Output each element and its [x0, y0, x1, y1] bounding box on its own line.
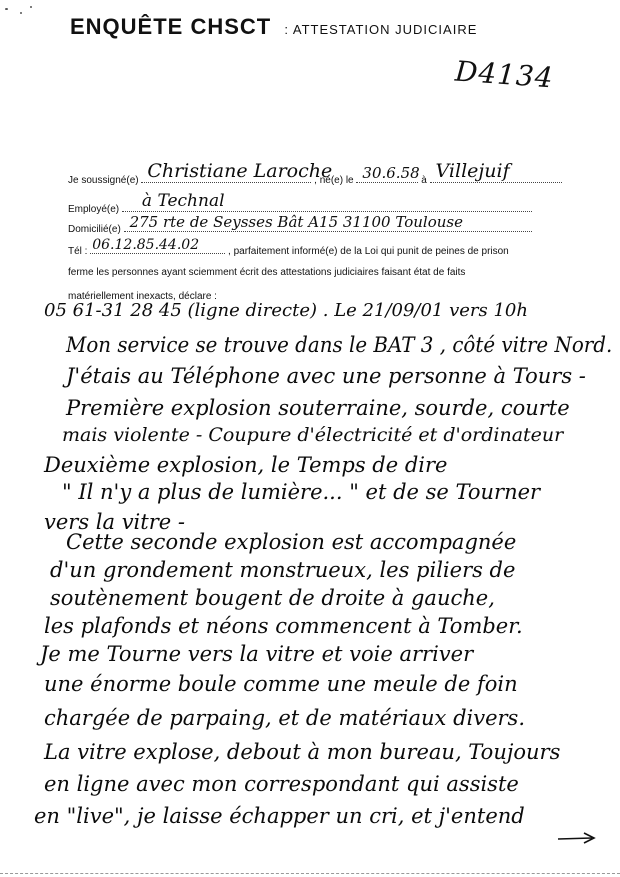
- born-value: 30.6.58: [362, 164, 420, 182]
- statement-line: en "live", je laisse échapper un cri, et j'entend: [34, 804, 525, 828]
- statement-line: " Il n'y a plus de lumière... " et de se Tourner: [62, 480, 541, 504]
- statement-line: une énorme boule comme une meule de foin: [44, 672, 518, 696]
- address-label: Domicilié(e): [68, 224, 121, 235]
- statement-line: chargée de parpaing, et de matériaux divers.: [44, 706, 526, 730]
- statement-line: en ligne avec mon correspondant qui assiste: [44, 772, 519, 796]
- scan-bottom-edge: [0, 873, 620, 874]
- born-at-label: à: [421, 175, 427, 186]
- statement-line: vers la vitre -: [44, 510, 185, 534]
- statement-line: les plafonds et néons commencent à Tomber.: [44, 614, 523, 638]
- statement-line: J'étais au Téléphone avec une personne à Tours -: [66, 364, 586, 388]
- statement-line: Deuxième explosion, le Temps de dire: [44, 453, 448, 477]
- born-label: , né(e) le: [314, 175, 354, 186]
- phone-line: [68, 237, 509, 257]
- address-value: 275 rte de Seysses Bât A15 31100 Toulouse: [129, 213, 463, 231]
- born-at-value: Villejuif: [435, 160, 510, 182]
- statement-line: d'un grondement monstrueux, les piliers de: [50, 558, 516, 582]
- legal-line-2: ferme les personnes ayant sciemment écrit des attestations judiciaires faisant état de faits: [68, 267, 466, 278]
- continue-arrow-icon: [556, 830, 598, 846]
- statement-line: Première explosion souterraine, sourde, courte: [66, 396, 570, 420]
- statement-line: La vitre explose, debout à mon bureau, Toujours: [44, 740, 561, 764]
- address-field: [124, 213, 532, 232]
- name-field: [141, 160, 333, 183]
- statement-line: mais violente - Coupure d'électricité et d'ordinateur: [62, 424, 564, 446]
- statement-line: Cette seconde explosion est accompagnée: [66, 530, 517, 554]
- legal-line-3: matériellement inexacts, déclare :: [68, 291, 217, 302]
- reference-number: D4134: [453, 54, 555, 95]
- title-main: ENQUÊTE CHSCT: [70, 14, 272, 39]
- employer-field: [122, 191, 532, 212]
- scan-speck: [5, 8, 8, 10]
- statement-line: Je me Tourne vers la vitre et voie arriver: [40, 642, 474, 666]
- address-line: [68, 213, 532, 235]
- informed-text: , parfaitement informé(e) de la Loi qui punit de peines de prison: [228, 246, 509, 257]
- phone-field: [90, 237, 225, 254]
- born-field: [356, 164, 420, 183]
- form-title: [70, 14, 477, 40]
- employer-label: Employé(e): [68, 204, 120, 215]
- statement-line: Mon service se trouve dans le BAT 3 , côté vitre Nord.: [66, 333, 613, 357]
- statement-line: soutènement bougent de droite à gauche,: [50, 586, 495, 610]
- scan-speck: [30, 6, 32, 8]
- name-value: Christiane Laroche: [147, 160, 333, 182]
- scan-speck: [20, 12, 22, 14]
- name-line: [68, 160, 562, 186]
- phone-label: Tél :: [68, 246, 88, 257]
- statement-line: 05 61-31 28 45 (ligne directe) . Le 21/09/01 vers 10h: [44, 300, 528, 321]
- employer-value: à Technal: [141, 191, 225, 211]
- born-at-field: [430, 160, 562, 183]
- title-subtitle: : ATTESTATION JUDICIAIRE: [284, 22, 478, 37]
- name-label: Je soussigné(e): [68, 175, 139, 186]
- phone-value: 06.12.85.44.02: [92, 237, 200, 253]
